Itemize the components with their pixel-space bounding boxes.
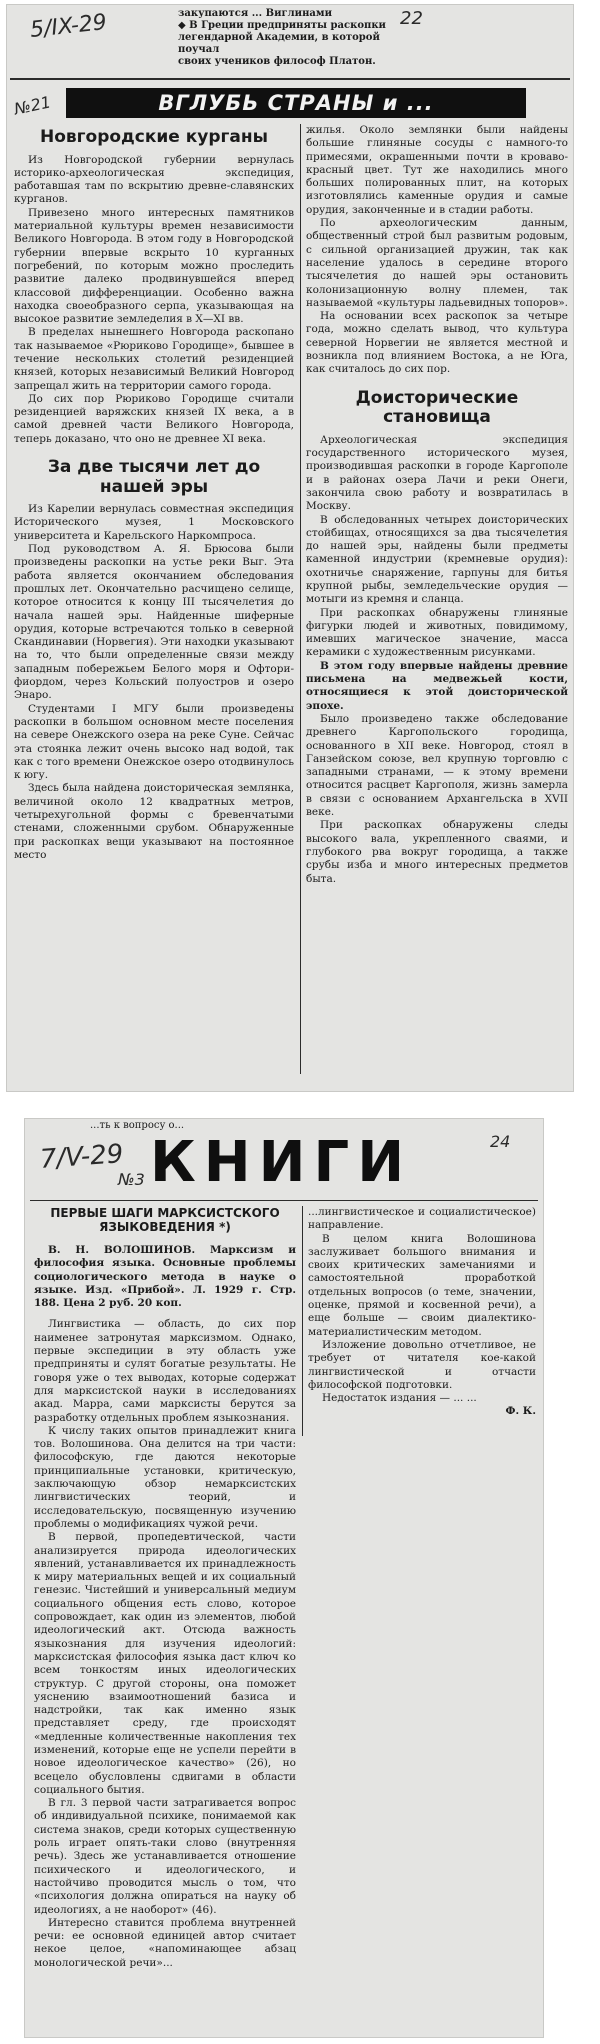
paragraph: По археологическим данным, общественный строй был развитым родовым, с сильной организацией дружин, так как население удалось в середине второго тысячелетия до нашей эры остановить колонизационную волну племен, так называемой «культуры ладьевидных топоров». xyxy=(306,217,568,309)
paragraph: На основании всех раскопок за четыре года, можно сделать вывод, что культура северной Норвегии не является местной и возникла под влиянием Востока, а не Юга, как считалось до сих пор. xyxy=(306,310,568,376)
paragraph: Лингвистика — область, до сих пор наименее затронутая марксизмом. Однако, первые экспедиции в эту область уже предприняты и сулят богатые результаты. Не говоря уже о тех выводах, которые содержат для марксистской науки в исследованиях акад. Марра, сами марксисты берутся за разработку отдельных проблем языкознания. xyxy=(34,1318,296,1424)
article-title: Новгородские курганы xyxy=(39,127,269,147)
paragraph: В гл. 3 первой части затрагивается вопрос об индивидуальной психике, понимаемой как система знаков, среди которых существенную роль играет опять-таки слово (внутренняя речь). Здесь же устанавливается отношение психического и идеологического, и настойчиво проводится мысль о том, что «психология должна опираться на науку об идеологиях, а не наоборот» (46). xyxy=(34,1797,296,1916)
divider xyxy=(10,78,570,80)
top-news-strip xyxy=(178,8,408,68)
divider xyxy=(30,1200,538,1201)
bibliography: В. Н. ВОЛОШИНОВ. Марксизм и философия языка. Основные проблемы социологического метода в науке о языке. Изд. «Прибой». Л. 1929 г. Стр. 188. Цена 2 руб. 20 коп. xyxy=(34,1244,296,1310)
strip-line: легендарной Академии, в которой поучал xyxy=(178,32,380,55)
paragraph: Было произведено также обследование древнего Каргопольского городища, основанного в XII веке. Новгород, стоял в Ганзейском союзе, вел крупную торговлю с западными странами, — к этому времени относится расцвет Каргополя, жизнь замерла в связи с основанием Архангельска в XVII веке. xyxy=(306,712,568,819)
paragraph: В первой, пропедевтической, части анализируется природа идеологических явлений, устанавливается их принадлежность к миру материальных вещей и их социальный генезис. Чистейший и универсальный медиум социального общения есть слово, которое сопровождает, как один из элементов, любой идеологический акт. Отсюда важность языкознания для изучения идеологий: марксистская философия языка даст ключ ко всем тонкостям иных идеологических структур. С другой стороны, она поможет уяснению взаимоотношений базиса и надстройки, так как именно язык представляет среду, где происходят «медленные количественные накопления тех изменений, которые еще не успели перейти в новое идеологическое качество» (26), но всецело обусловлены сдвигами в области социального бытия. xyxy=(34,1531,296,1796)
paragraph: В целом книга Волошинова заслуживает большого внимания и своих критических замечаниями и самостоятельной проработкой отдельных вопросов (о теме, значении, оценке, прямой и косвенной речи), а еще больше — своим диалектико-материалистическим методом. xyxy=(308,1232,536,1338)
handwritten-number: 22 xyxy=(400,8,423,29)
paragraph: Интересно ставится проблема внутренней речи: ее основной единицей автор считает некое целое, «напоминающее абзац монологической речи»... xyxy=(34,1916,296,1969)
paragraph: Здесь была найдена доисторическая землянка, величиной около 12 квадратных метров, четырехугольной формы с бревенчатыми стенами, сложенными срубом. Обнаруженные при раскопках вещи указывают на постоянное место xyxy=(14,782,294,861)
right-column xyxy=(306,124,568,1084)
paragraph: Студентами I МГУ были произведены раскопки в большом основном месте поселения на севере Онежского озера на реке Суне. Сейчас эта стоянка лежит очень высоко над водой, так как с того времени Онежское озеро отодвинулось к югу. xyxy=(14,702,294,782)
paragraph: При раскопках обнаружены глиняные фигурки людей и животных, повидимому, имевших магическое значение, масса керамики с художественным рисунками. xyxy=(306,606,568,659)
paragraph: В этом году впервые найдены древние письмена на медвежьей кости, относящиеся к этой доисторической эпохе. xyxy=(306,659,568,712)
paragraph: В пределах нынешнего Новгорода раскопано так называемое «Рюриково Городище», бывшее в течение нескольких столетий резиденцией князей, которых независимый Великий Новгород запрещал жить на территории самого города. xyxy=(14,326,294,392)
strip-line: закупаются ... Виглинами xyxy=(178,8,332,19)
article-title: Доисторические становища xyxy=(355,387,519,428)
strip-line: ◆ В Греции предприняты раскопки xyxy=(178,20,386,31)
paragraph: Изложение довольно отчетливое, не требует от читателя кое-какой лингвистической и отчасти философской подготовки. xyxy=(308,1338,536,1391)
paragraph: Под руководством А. Я. Брюсова были произведены раскопки на устье реки Выг. Эта работа является окончанием обследования прошлых лет. Окончательно расчищено селище, которое относится к концу III тысячелетия до начала нашей эры. Найденные шиферные орудия, которые встречаются только в северной Скандинавии (Норвегия). Эти находки указывают на то, что были определенные связи между западным побережьем Белого моря и Офтори-фиордом, через Кольский полуостров и озеро Энаро. xyxy=(14,543,294,702)
paragraph: Из Карелии вернулась совместная экспедиция Исторического музея, 1 Московского университета и Карельского Наркомпроса. xyxy=(14,503,294,542)
review-right-column xyxy=(308,1206,536,1446)
handwritten-date: 7/V-29 xyxy=(39,1139,125,1175)
handwritten-number: 24 xyxy=(490,1132,511,1151)
left-column xyxy=(14,124,294,1084)
paragraph: До сих пор Рюриково Городище считали резиденцией варяжских князей IX века, а в самой древней части Великого Новгорода, теперь доказано, что оно не древнее XI века. xyxy=(14,392,294,445)
paragraph: К числу таких опытов принадлежит книга тов. Волошинова. Она делится на три части: философскую, где даются некоторые принципиальные установки, критическую, заключающую обзор немарксистских лингвистических теорий, и исследовательскую, посвященную изучению проблемы о модификациях чужой речи. xyxy=(34,1424,296,1530)
paragraph: Археологическая экспедиция государственного исторического музея, производившая раскопки в городе Каргополе и в районах озера Лачи и реки Онеги, закончила свою работу и возвратилась в Москву. xyxy=(306,433,568,513)
review-signature: Ф. К. xyxy=(505,1405,536,1418)
review-title: ПЕРВЫЕ ШАГИ МАРКСИСТСКОГО ЯЗЫКОВЕДЕНИЯ *) xyxy=(50,1206,280,1234)
column-rule xyxy=(300,124,301,1074)
column-rule xyxy=(302,1206,303,1436)
paragraph: Недостаток издания — ... ... xyxy=(322,1392,477,1405)
paragraph: Привезено много интересных памятников материальной культуры времен независимости Великого Новгорода. В этом году в Новгородской губернии впервые вскрыто 10 курганных погребений, по которым можно проследить развитие далеко продвинувшейся вперед классовой дифференциации. Особенно важна находка своеобразного серпа, указывающая на высокое развитие земледелия в X—XI вв. xyxy=(14,206,294,326)
top-news-strip: ...ть к вопросу о... xyxy=(90,1120,185,1131)
article-title: За две тысячи лет до нашей эры xyxy=(47,457,261,497)
paragraph: ...лингвистическое и социалистическое) направление. xyxy=(308,1206,536,1232)
paragraph: При раскопках обнаружены следы высокого вала, укрепленного сваями, и глубокого рва вокруг городища, а также срубы изба и много интересных предметов быта. xyxy=(306,819,568,885)
paragraph: В обследованных четырех доисторических стойбищах, относящихся за два тысячелетия до нашей эры, найдены были предметы каменной индустрии (кремневые орудия): охотничье снаряжение, гарпуны для битья крупной рыбы, земледельческие орудия — мотыги из кремня и сланца. xyxy=(306,513,568,606)
paragraph: жилья. Около землянки были найдены большие глиняные сосуды с намного-то примесями, окрашенными почти в кроваво-красный цвет. Тут же находились много больших полированных плит, на которых изготовлялись каменные орудия и самые орудия, законченные и в стадии работы. xyxy=(306,124,568,216)
handwritten-mark: №21 xyxy=(12,92,53,119)
paragraph: Из Новгородской губернии вернулась историко-археологическая экспедиция, работавшая там по вскрытию древне-славянских курганов. xyxy=(14,153,294,206)
section-rubric: ВГЛУБЬ СТРАНЫ и ... xyxy=(66,88,526,118)
handwritten-date: 5/IX-29 xyxy=(28,10,108,43)
handwritten-number: №3 xyxy=(118,1170,145,1189)
review-left-column xyxy=(34,1206,296,2032)
section-banner: КНИГИ xyxy=(150,1130,413,1195)
strip-line: своих учеников философ Платон. xyxy=(178,56,376,67)
